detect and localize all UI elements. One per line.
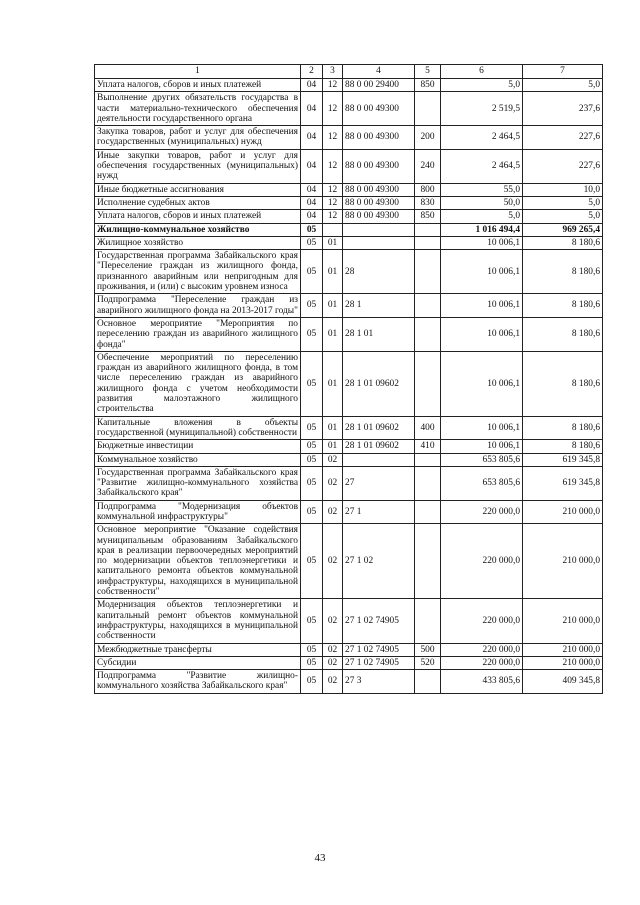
amount-year1-cell: 5,0 [441,210,523,223]
table-row [95,416,603,440]
target-article-cell: 27 3 [343,670,415,694]
row-name-cell: Основное мероприятие "Мероприятия по переселению граждан из аварийного жилищного фонда" [95,317,301,351]
row-name-cell: Подпрограмма "Модернизация объектов коммунальной инфраструктуры" [95,500,301,524]
table-row [95,79,603,92]
section-code-cell: 05 [301,599,323,643]
section-code-cell: 05 [301,250,323,294]
amount-year1-cell: 220 000,0 [441,643,523,656]
target-article-cell: 28 [343,250,415,294]
target-article-cell: 28 1 01 09602 [343,351,415,416]
expense-type-cell: 830 [415,196,441,209]
target-article-cell: 88 0 00 49300 [343,210,415,223]
amount-year1-cell: 10 006,1 [441,416,523,440]
target-article-cell: 27 [343,466,415,500]
row-name-cell: Закупка товаров, работ и услуг для обеспечения государственных (муниципальных) нужд [95,126,301,150]
amount-year1-cell: 433 805,6 [441,670,523,694]
section-code-cell: 05 [301,453,323,466]
expense-type-cell [415,524,441,599]
section-code-cell: 05 [301,500,323,524]
section-code-cell: 04 [301,196,323,209]
target-article-cell: 88 0 00 49300 [343,196,415,209]
row-name-cell: Коммунальное хозяйство [95,453,301,466]
subsection-code-cell: 02 [323,599,343,643]
expense-type-cell: 410 [415,440,441,453]
table-row [95,149,603,183]
target-article-cell: 27 1 02 74905 [343,643,415,656]
subsection-code-cell: 02 [323,500,343,524]
amount-year2-cell: 210 000,0 [523,656,603,669]
expense-type-cell: 850 [415,79,441,92]
amount-year2-cell: 8 180,6 [523,250,603,294]
section-code-cell: 05 [301,466,323,500]
subsection-code-cell: 12 [323,196,343,209]
expense-type-cell [415,453,441,466]
amount-year1-cell: 55,0 [441,183,523,196]
amount-year2-cell: 210 000,0 [523,643,603,656]
amount-year2-cell: 8 180,6 [523,440,603,453]
table-row [95,599,603,643]
subsection-code-cell: 01 [323,317,343,351]
section-code-cell: 05 [301,317,323,351]
table-row [95,92,603,126]
amount-year1-cell: 10 006,1 [441,236,523,249]
expense-type-cell [415,466,441,500]
target-article-cell: 88 0 00 29400 [343,79,415,92]
header-cell: 5 [415,65,441,79]
amount-year2-cell: 8 180,6 [523,294,603,318]
subsection-code-cell: 02 [323,524,343,599]
expense-type-cell [415,351,441,416]
row-name-cell: Жилищное хозяйство [95,236,301,249]
subsection-code-cell: 12 [323,183,343,196]
row-name-cell: Субсидии [95,656,301,669]
amount-year2-cell: 409 345,8 [523,670,603,694]
amount-year2-cell: 227,6 [523,126,603,150]
expense-type-cell [415,250,441,294]
table-row [95,317,603,351]
row-name-cell: Межбюджетные трансферты [95,643,301,656]
amount-year2-cell: 5,0 [523,196,603,209]
amount-year2-cell: 8 180,6 [523,317,603,351]
subsection-code-cell: 01 [323,416,343,440]
table-row [95,500,603,524]
subsection-code-cell: 02 [323,656,343,669]
table-row [95,453,603,466]
amount-year2-cell: 227,6 [523,149,603,183]
row-name-cell: Подпрограмма "Развитие жилищно-коммунального хозяйства Забайкальского края" [95,670,301,694]
section-code-cell: 05 [301,294,323,318]
expense-type-cell [415,223,441,236]
subsection-code-cell: 01 [323,440,343,453]
section-code-cell: 05 [301,670,323,694]
subsection-code-cell: 01 [323,351,343,416]
subsection-code-cell: 12 [323,79,343,92]
row-name-cell: Капитальные вложения в объекты государственной (муниципальной) собственности [95,416,301,440]
expense-type-cell: 800 [415,183,441,196]
section-code-cell: 04 [301,126,323,150]
target-article-cell: 88 0 00 49300 [343,183,415,196]
row-name-cell: Уплата налогов, сборов и иных платежей [95,79,301,92]
header-cell: 4 [343,65,415,79]
header-cell: 1 [95,65,301,79]
table-row [95,196,603,209]
expense-type-cell [415,599,441,643]
subsection-code-cell: 12 [323,92,343,126]
amount-year1-cell: 653 805,6 [441,466,523,500]
header-cell: 7 [523,65,603,79]
section-code-cell: 04 [301,79,323,92]
amount-year2-cell: 237,6 [523,92,603,126]
table-row [95,236,603,249]
target-article-cell: 27 1 02 74905 [343,599,415,643]
header-cell: 6 [441,65,523,79]
amount-year1-cell: 10 006,1 [441,317,523,351]
header-cell: 2 [301,65,323,79]
table-row [95,643,603,656]
table-row [95,250,603,294]
table-row [95,351,603,416]
row-name-cell: Государственная программа Забайкальского края "Развитие жилищно-коммунального хозяйства Забайкальского края" [95,466,301,500]
section-code-cell: 05 [301,236,323,249]
target-article-cell: 28 1 [343,294,415,318]
section-code-cell: 05 [301,524,323,599]
amount-year1-cell: 2 519,5 [441,92,523,126]
subsection-code-cell: 12 [323,149,343,183]
table-row [95,656,603,669]
target-article-cell: 28 1 01 09602 [343,416,415,440]
table-header-row [95,65,603,79]
section-code-cell: 05 [301,351,323,416]
row-name-cell: Уплата налогов, сборов и иных платежей [95,210,301,223]
table-row [95,670,603,694]
header-cell: 3 [323,65,343,79]
amount-year1-cell: 10 006,1 [441,250,523,294]
row-name-cell: Выполнение других обязательств государства в части материально-технического обеспечения деятельности государственного органа [95,92,301,126]
amount-year2-cell: 10,0 [523,183,603,196]
table-row [95,440,603,453]
amount-year2-cell: 210 000,0 [523,524,603,599]
expense-type-cell: 850 [415,210,441,223]
amount-year2-cell: 8 180,6 [523,236,603,249]
target-article-cell: 88 0 00 49300 [343,126,415,150]
row-name-cell: Государственная программа Забайкальского края "Переселение граждан из жилищного фонда, признанного аварийным или непригодным для проживания, и (или) с высоким уровнем износа [95,250,301,294]
table-row [95,223,603,236]
row-name-cell: Подпрограмма "Переселение граждан из аварийного жилищного фонда на 2013-2017 годы" [95,294,301,318]
expense-type-cell [415,500,441,524]
amount-year2-cell: 5,0 [523,79,603,92]
row-name-cell: Модернизация объектов теплоэнергетики и капитальный ремонт объектов коммунальной инфраструктуры, находящихся в муниципальной собственности [95,599,301,643]
row-name-cell: Бюджетные инвестиции [95,440,301,453]
amount-year1-cell: 50,0 [441,196,523,209]
table-row [95,183,603,196]
page-number: 43 [314,852,326,864]
table-row [95,466,603,500]
amount-year1-cell: 5,0 [441,79,523,92]
subsection-code-cell [323,223,343,236]
target-article-cell: 27 1 [343,500,415,524]
row-name-cell: Иные бюджетные ассигнования [95,183,301,196]
target-article-cell: 88 0 00 49300 [343,149,415,183]
section-code-cell: 05 [301,416,323,440]
amount-year2-cell: 210 000,0 [523,500,603,524]
amount-year2-cell: 8 180,6 [523,416,603,440]
amount-year1-cell: 2 464,5 [441,149,523,183]
expense-type-cell: 500 [415,643,441,656]
subsection-code-cell: 01 [323,294,343,318]
target-article-cell: 27 1 02 [343,524,415,599]
row-name-cell: Иные закупки товаров, работ и услуг для обеспечения государственных (муниципальных) нужд [95,149,301,183]
target-article-cell [343,223,415,236]
expense-type-cell [415,670,441,694]
row-name-cell: Жилищно-коммунальное хозяйство [95,223,301,236]
amount-year2-cell: 969 265,4 [523,223,603,236]
target-article-cell: 28 1 01 [343,317,415,351]
row-name-cell: Основное мероприятие "Оказание содействия муниципальным образованиям Забайкальского края в реализации первоочередных мероприятий по модернизации объектов теплоэнергетики и капитального ремонта объектов коммунальной инфраструктуры, находящихся в муниципальной собственности" [95,524,301,599]
amount-year2-cell: 5,0 [523,210,603,223]
subsection-code-cell: 02 [323,643,343,656]
table-row [95,294,603,318]
target-article-cell [343,453,415,466]
amount-year2-cell: 619 345,8 [523,466,603,500]
subsection-code-cell: 02 [323,466,343,500]
target-article-cell: 27 1 02 74905 [343,656,415,669]
section-code-cell: 05 [301,440,323,453]
target-article-cell [343,236,415,249]
amount-year1-cell: 10 006,1 [441,440,523,453]
target-article-cell: 28 1 01 09602 [343,440,415,453]
amount-year1-cell: 653 805,6 [441,453,523,466]
subsection-code-cell: 01 [323,236,343,249]
amount-year1-cell: 220 000,0 [441,599,523,643]
subsection-code-cell: 12 [323,126,343,150]
subsection-code-cell: 02 [323,453,343,466]
subsection-code-cell: 01 [323,250,343,294]
amount-year2-cell: 8 180,6 [523,351,603,416]
section-code-cell: 04 [301,183,323,196]
section-code-cell: 05 [301,223,323,236]
subsection-code-cell: 02 [323,670,343,694]
amount-year1-cell: 10 006,1 [441,351,523,416]
expense-type-cell [415,317,441,351]
amount-year1-cell: 2 464,5 [441,126,523,150]
subsection-code-cell: 12 [323,210,343,223]
row-name-cell: Обеспечение мероприятий по переселению граждан из аварийного жилищного фонда, в том числе переселению граждан из аварийного жилищного фонда с учетом необходимости развития малоэтажного жилищного строительства [95,351,301,416]
section-code-cell: 04 [301,92,323,126]
section-code-cell: 04 [301,149,323,183]
expense-type-cell: 240 [415,149,441,183]
amount-year1-cell: 220 000,0 [441,656,523,669]
amount-year1-cell: 1 016 494,4 [441,223,523,236]
table-row [95,210,603,223]
section-code-cell: 05 [301,643,323,656]
amount-year2-cell: 210 000,0 [523,599,603,643]
table-row [95,126,603,150]
row-name-cell: Исполнение судебных актов [95,196,301,209]
amount-year2-cell: 619 345,8 [523,453,603,466]
expense-type-cell: 520 [415,656,441,669]
budget-table [94,64,603,694]
target-article-cell: 88 0 00 49300 [343,92,415,126]
expense-type-cell [415,92,441,126]
expense-type-cell: 400 [415,416,441,440]
amount-year1-cell: 220 000,0 [441,524,523,599]
section-code-cell: 04 [301,210,323,223]
amount-year1-cell: 10 006,1 [441,294,523,318]
expense-type-cell [415,236,441,249]
section-code-cell: 05 [301,656,323,669]
amount-year1-cell: 220 000,0 [441,500,523,524]
expense-type-cell: 200 [415,126,441,150]
expense-type-cell [415,294,441,318]
table-row [95,524,603,599]
